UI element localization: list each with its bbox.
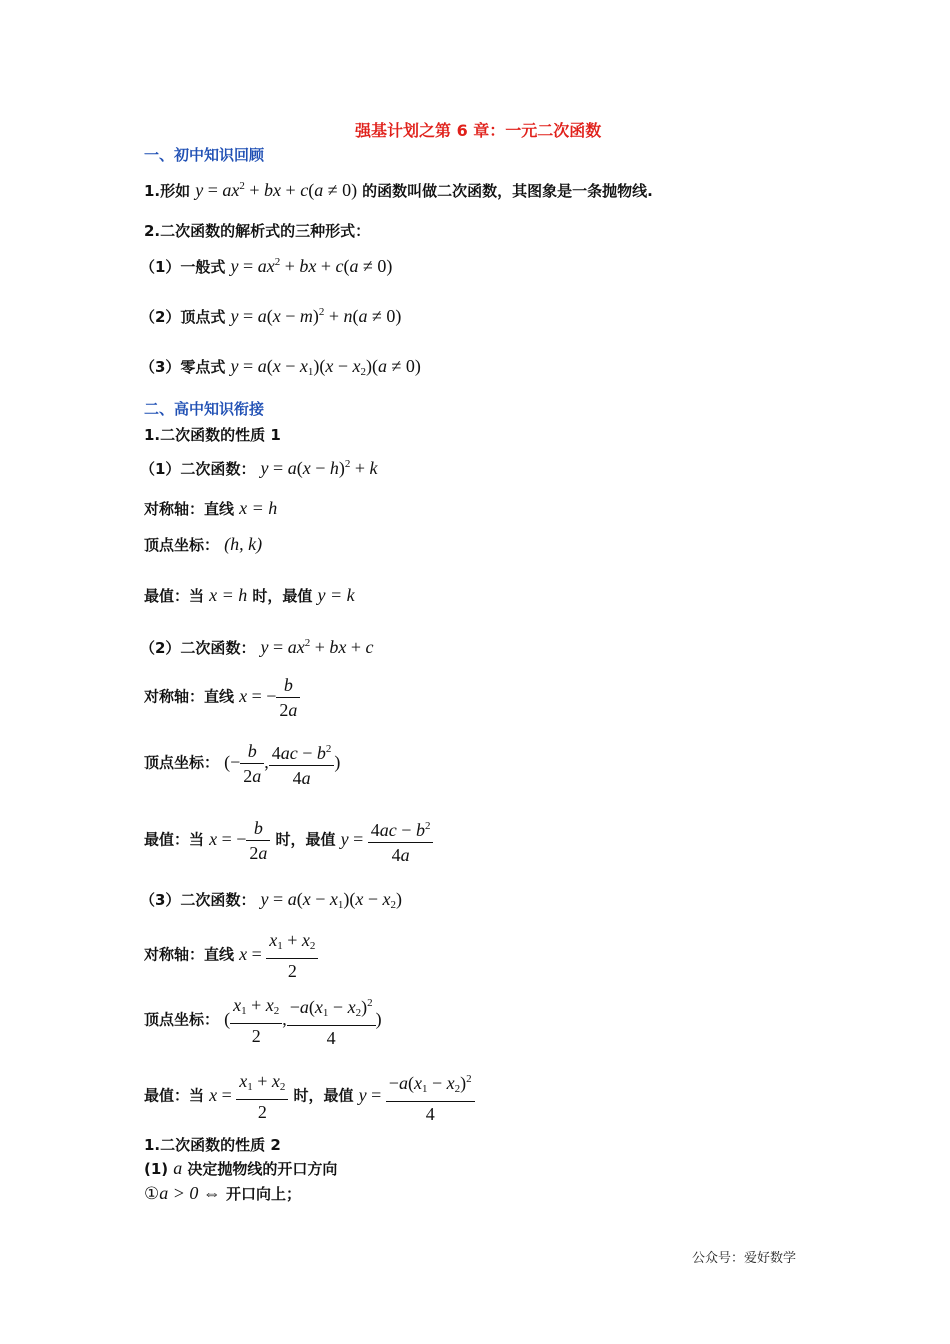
case1-label: （1）二次函数： (140, 460, 256, 478)
property2-sub-text: 决定抛物线的开口方向 (187, 1160, 338, 1178)
property1-heading: 1.二次函数的性质 1 (144, 426, 281, 444)
case3-axis (144, 929, 318, 982)
case2-extreme-y: y = $\frac{4ac - b^2}{4a}$ (341, 829, 434, 849)
case2-axis (144, 674, 300, 721)
form-general-label: （1）一般式 (140, 258, 226, 276)
case1-axis (144, 498, 277, 519)
form-general (140, 256, 392, 277)
case2-label: （2）二次函数： (140, 639, 256, 657)
case1-formula: $y = a(x - h)^2 + k$ (260, 458, 378, 478)
case1-extreme-label: 最值：当 (144, 587, 205, 605)
case3-vertex-label: 顶点坐标： (144, 1010, 220, 1029)
case2-axis-label: 对称轴：直线 (144, 687, 235, 706)
form-vertex-formula: $y = a(x - m)^2 + n(a \ne 0)$ (230, 306, 402, 326)
case1-extreme-x: x = h (209, 585, 248, 605)
form-zero-label: （3）零点式 (140, 358, 226, 376)
form-vertex-label: （2）顶点式 (140, 308, 226, 326)
case1-extreme-y: y = k (317, 585, 355, 605)
case2-extreme (144, 815, 433, 866)
case2-axis-formula: x = − $\frac{b}{2a}$ (239, 686, 300, 706)
form-zero-formula: $y = a(x - x_1)(x - x_2)(a \ne 0)$ (230, 356, 421, 378)
case3-label: （3）二次函数： (140, 891, 256, 909)
case2-vertex (144, 738, 340, 789)
case1-vertex (144, 534, 262, 555)
case3-axis-formula: x = $\frac{x_1 + x_2}{2}$ (239, 944, 318, 964)
property2-bullet (144, 1183, 301, 1204)
case1-line (140, 458, 378, 479)
case3-axis-label: 对称轴：直线 (144, 945, 235, 964)
case3-vertex (144, 992, 382, 1049)
case1-vertex-label: 顶点坐标： (144, 536, 220, 554)
case3-extreme-mid: 时，最值 (293, 1086, 354, 1105)
case2-extreme-x: x = − $\frac{b}{2a}$ (209, 829, 270, 849)
case3-line (140, 889, 402, 911)
form-zero (140, 356, 421, 378)
property2-bullet-text: 开口向上； (226, 1185, 302, 1203)
case3-extreme-x: x = $\frac{x_1 + x_2}{2}$ (209, 1085, 288, 1105)
definition-suffix: 的函数叫做二次函数，其图象是一条抛物线. (362, 182, 653, 200)
case1-axis-formula: x = h (239, 498, 278, 518)
case3-extreme-y: y = $\frac{-a(x_1 - x_2)^2}{4}$ (359, 1085, 475, 1105)
property2-sub-var: a (173, 1158, 183, 1178)
section-heading-senior: 二、高中知识衔接 (144, 400, 265, 418)
forms-heading: 2.二次函数的解析式的三种形式： (144, 222, 371, 240)
definition-line (144, 180, 653, 201)
form-general-formula: $y = ax^2$ + bx + c(a ≠ 0) (230, 256, 393, 276)
footer-account: 公众号：爱好数学 (692, 1251, 797, 1266)
case1-axis-label: 对称轴：直线 (144, 500, 235, 518)
section-heading-junior: 一、初中知识回顾 (144, 146, 265, 164)
definition-prefix: 1.形如 (144, 182, 191, 200)
property2-heading: 1.二次函数的性质 2 (144, 1136, 281, 1154)
circled-one-marker: ① (144, 1184, 160, 1203)
case2-vertex-formula: (− $\frac{b}{2a}$ , $\frac{4ac - b^2}{4a}$ ) (224, 752, 340, 772)
case3-vertex-formula: ( $\frac{x_1 + x_2}{2}$ , $\frac{-a(x_1 - x_2)^2}{4}$ ) (224, 1009, 381, 1029)
case3-formula: $y = a(x - x_1)(x - x_2)$ (260, 889, 403, 911)
property2-sub-prefix: (1) (144, 1160, 169, 1178)
form-vertex (140, 306, 401, 327)
definition-formula: $y = ax^2$ + bx + c(a ≠ 0) (195, 180, 358, 200)
page-title: 强基计划之第 6 章：一元二次函数 (355, 121, 602, 140)
case2-vertex-label: 顶点坐标： (144, 753, 220, 772)
case2-formula: $y = ax^2$ + bx + c (260, 637, 374, 657)
case1-vertex-formula: (h, k) (224, 534, 263, 554)
case2-line (140, 637, 374, 658)
case1-extreme (144, 585, 355, 606)
property2-bullet-formula: a > 0 ⇔ (159, 1183, 221, 1203)
property2-subheading (144, 1158, 337, 1179)
case2-extreme-label: 最值：当 (144, 830, 205, 849)
case2-extreme-mid: 时，最值 (275, 830, 336, 849)
case3-extreme-label: 最值：当 (144, 1086, 205, 1105)
case3-extreme (144, 1068, 475, 1125)
case1-extreme-mid: 时，最值 (252, 587, 313, 605)
